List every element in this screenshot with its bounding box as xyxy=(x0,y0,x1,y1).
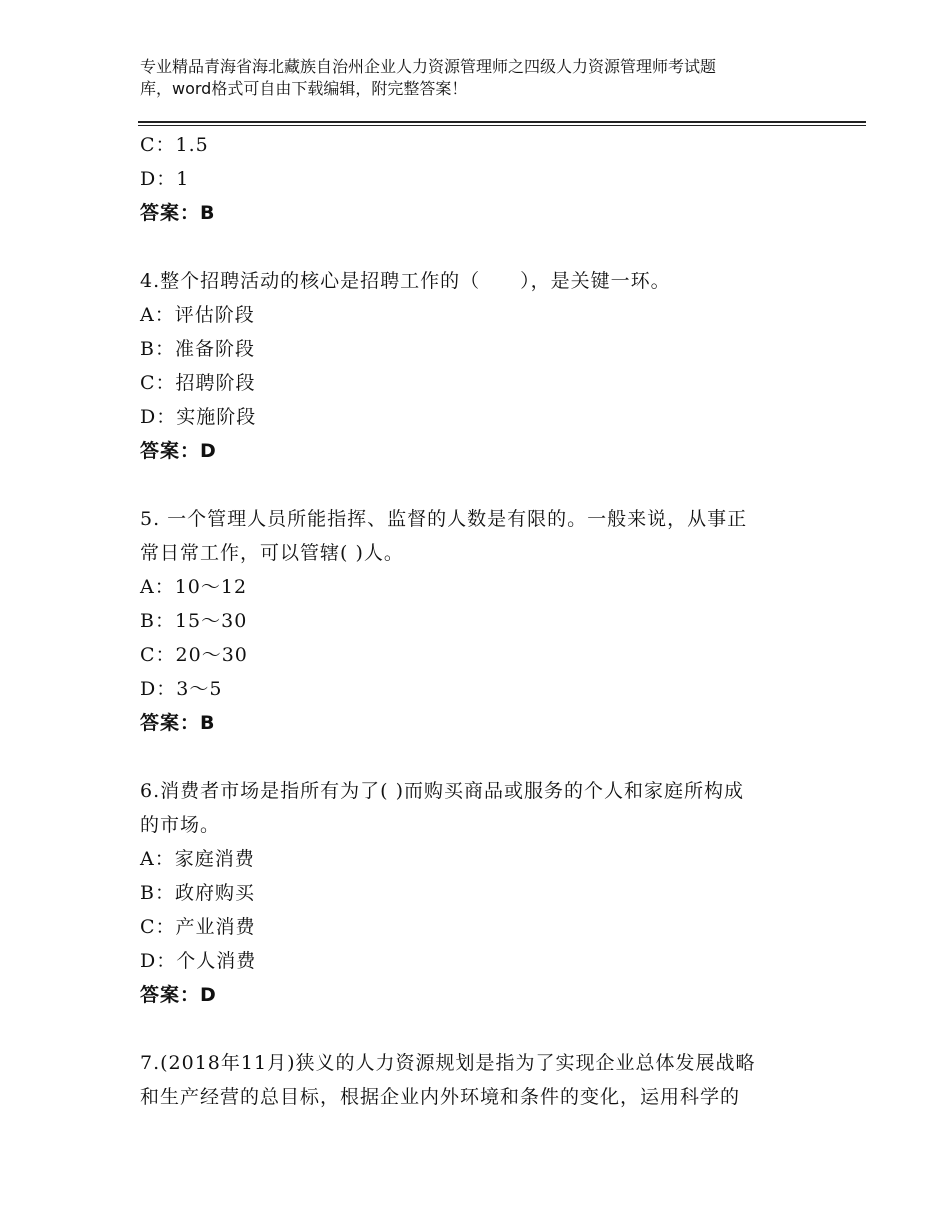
header-line-2: 库，word格式可自由下载编辑，附完整答案！ xyxy=(140,79,468,98)
question-4 xyxy=(140,264,820,468)
answer: 答案：B xyxy=(140,712,216,734)
option-c: C：产业消费 xyxy=(140,916,256,938)
question-stem-line-1: 7.(2018年11月)狭义的人力资源规划是指为了实现企业总体发展战略 xyxy=(140,1052,756,1074)
spacer xyxy=(140,1012,820,1046)
option-b: B：准备阶段 xyxy=(140,338,255,360)
question-7 xyxy=(140,1046,820,1114)
question-6 xyxy=(140,774,820,1012)
spacer xyxy=(140,468,820,502)
option-c: C：20～30 xyxy=(140,644,248,666)
answer: 答案：D xyxy=(140,984,217,1006)
question-3-tail xyxy=(140,128,820,230)
option-c: C：1.5 xyxy=(140,134,209,156)
question-5 xyxy=(140,502,820,740)
question-stem: 4.整个招聘活动的核心是招聘工作的（ ），是关键一环。 xyxy=(140,270,671,292)
option-a: A：评估阶段 xyxy=(140,304,255,326)
header-rule-thick xyxy=(138,121,866,123)
answer: 答案：B xyxy=(140,202,216,224)
question-stem-line-1: 6.消费者市场是指所有为了( )而购买商品或服务的个人和家庭所构成 xyxy=(140,780,744,802)
header-rule-thin xyxy=(138,125,866,126)
spacer xyxy=(140,230,820,264)
question-list xyxy=(140,128,820,1114)
question-stem-line-1: 5. 一个管理人员所能指挥、监督的人数是有限的。一般来说，从事正 xyxy=(140,508,748,530)
option-b: B：15～30 xyxy=(140,610,248,632)
option-d: D：3～5 xyxy=(140,678,223,700)
question-stem-line-2: 和生产经营的总目标，根据企业内外环境和条件的变化，运用科学的 xyxy=(140,1086,741,1108)
header-line-1: 专业精品青海省海北藏族自治州企业人力资源管理师之四级人力资源管理师考试题 xyxy=(140,57,717,76)
option-d: D：1 xyxy=(140,168,190,190)
document-header xyxy=(140,56,830,100)
option-b: B：政府购买 xyxy=(140,882,255,904)
option-d: D：实施阶段 xyxy=(140,406,257,428)
answer: 答案：D xyxy=(140,440,217,462)
question-stem-line-2: 常日常工作，可以管辖( )人。 xyxy=(140,542,404,564)
option-c: C：招聘阶段 xyxy=(140,372,256,394)
spacer xyxy=(140,740,820,774)
option-d: D：个人消费 xyxy=(140,950,257,972)
option-a: A：家庭消费 xyxy=(140,848,255,870)
question-stem-line-2: 的市场。 xyxy=(140,814,221,836)
option-a: A：10～12 xyxy=(140,576,248,598)
